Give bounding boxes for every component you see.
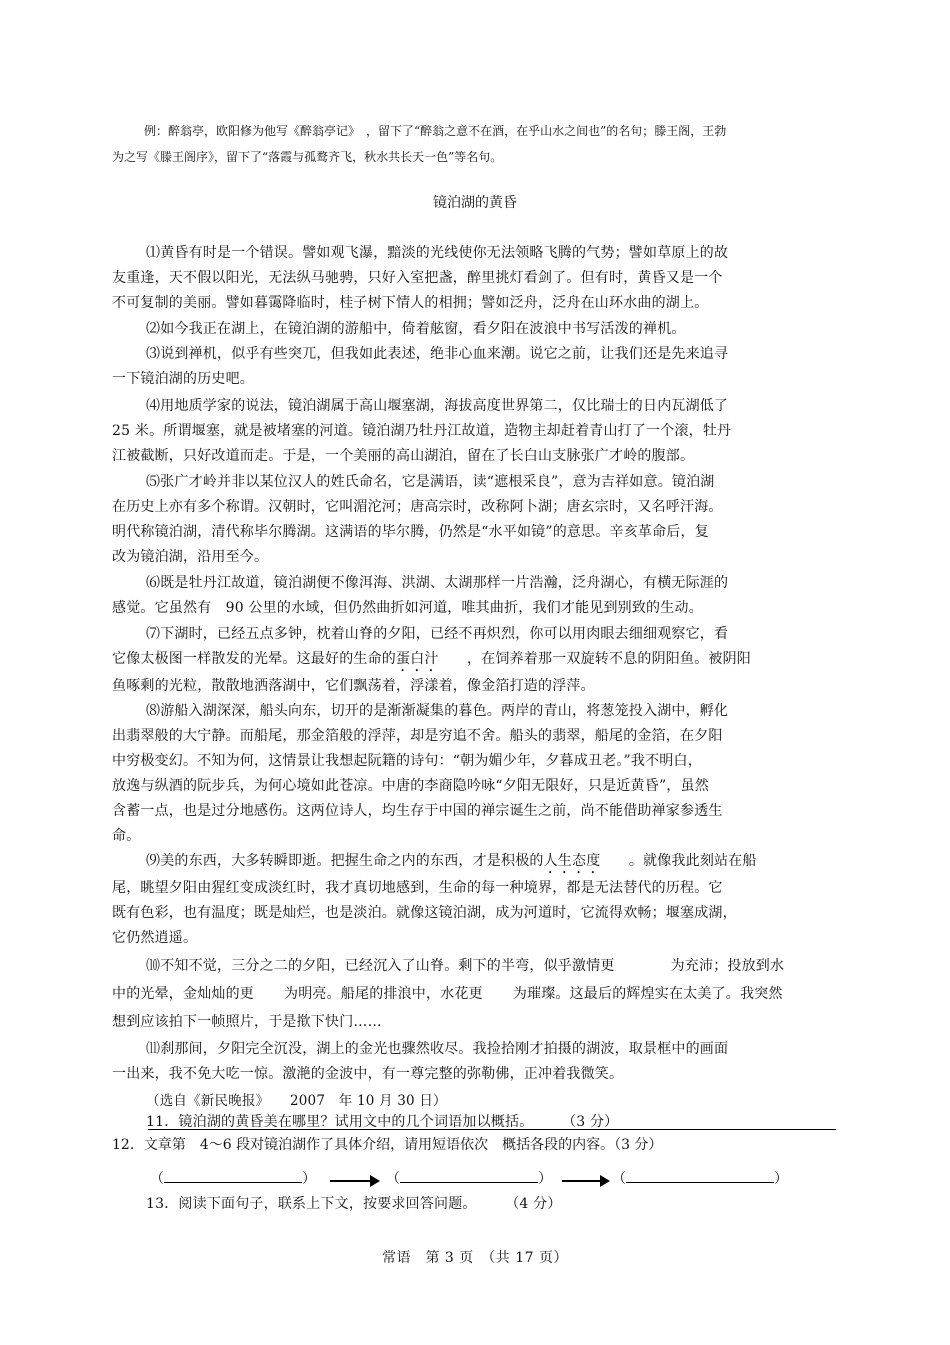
p7-line-2-pre: 它像太极图一样散发的光晕。这最好的生命的 — [112, 651, 396, 667]
p8-line-3: 中穷极变幻。不知为何，这情景让我想起阮籍的诗句：“朝为媚少年，夕暮成丑老。”我不明白， — [112, 753, 702, 769]
p2-line-1: ⑵如今我正在湖上，在镜泊湖的游船中，倚着舷窗，看夕阳在波浪中书写活泼的禅机。 — [146, 321, 686, 337]
arrow-icon — [330, 1180, 378, 1182]
p5-line-4: 改为镜泊湖，沿用至今。 — [112, 549, 269, 565]
q12-post: 概括各段的内容。（3 分） — [502, 1137, 663, 1153]
p8-line-6: 命。 — [112, 828, 141, 844]
p9-line-2: 尾，眺望夕阳由猩红变成淡红时，我才真切地感到，生命的每一种境界，都是无法替代的历程。它 — [112, 880, 723, 896]
p4-line-1: ⑷用地质学家的说法，镜泊湖属于高山堰塞湖，海拔高度世界第二，仅比瑞士的日内瓦湖低了 — [146, 398, 729, 414]
p3-line-1: ⑶说到禅机，似乎有些突兀，但我如此表述，绝非心血来潮。说它之前，让我们还是先来追寻 — [146, 346, 729, 362]
p7-line-2 — [112, 648, 751, 675]
question-11: 11．镜泊湖的黄昏美在哪里？试用文中的几个词语加以概括。 （3 分） — [146, 1114, 619, 1130]
p9-line-1 — [146, 850, 757, 877]
p7-line-1: ⑺下湖时，已经五点多钟，枕着山脊的夕阳，已经不再炽烈，你可以用肉眼去细细观察它，看 — [146, 626, 729, 642]
question-12 — [112, 1134, 662, 1161]
p3-line-2: 一下镜泊湖的历史吧。 — [112, 371, 254, 387]
answer-underline — [400, 1182, 538, 1183]
p10-line-1 — [146, 955, 784, 982]
page-footer: 常语 第 3 页 （共 17 页） — [381, 1250, 569, 1266]
p1-line-1: ⑴黄昏有时是一个错误。譬如观飞瀑，黯淡的光线使你无法领略飞腾的气势；譬如草原上的故 — [146, 245, 729, 261]
p9-line-4: 它仍然逍遥。 — [112, 930, 198, 946]
p6-line-1: ⑹既是牡丹江故道，镜泊湖便不像洱海、洪湖、太湖那样一片浩瀚，泛舟湖心，有横无际涯的 — [146, 575, 729, 591]
source-citation: （选自《新民晚报》 2007 年 10 月 30 日） — [146, 1093, 447, 1109]
p4-line-2: 25 米。所谓堰塞，就是被堵塞的河道。镜泊湖乃牡丹江故道，造物主却赶着青山打了一个滚，牡丹 — [112, 423, 732, 439]
answer-line[interactable] — [148, 1129, 836, 1130]
p10-line-2-c: 为璀璨。这最后的辉煌实在太美了。我突然 — [512, 986, 783, 1002]
p10-line-2-b: 为明亮。船尾的排浪中，水花更 — [284, 986, 483, 1002]
p7-line-2-post: ，在饲养着那一双旋转不息的阴阳鱼。被阴阳 — [438, 651, 752, 667]
p8-line-5: 含蓄一点，也是过分地感伤。这两位诗人，均生存于中国的禅宗诞生之前，尚不能借助禅家参透生 — [112, 803, 723, 819]
p1-line-3: 不可复制的美丽。譬如暮霭降临时，桂子树下情人的相拥；譬如泛舟，泛舟在山环水曲的湖上。 — [112, 295, 709, 311]
paren-open: （ — [386, 1171, 400, 1187]
p9-line-3: 既有色彩，也有温度；既是灿烂，也是淡泊。就像这镜泊湖，成为河道时，它流得欢畅；堰塞成湖， — [112, 905, 737, 921]
arrow-icon — [562, 1180, 608, 1182]
p7-line-3: 鱼啄剩的光粒，散散地洒落湖中，它们飘荡着，浮漾着，像金箔打造的浮萍。 — [112, 678, 595, 694]
answer-box-3[interactable] — [612, 1168, 788, 1186]
article-title: 镜泊湖的黄昏 — [433, 195, 517, 211]
p8-line-4: 放逸与纵酒的阮步兵，为何心境如此苍凉。中唐的李商隐吟咏“夕阳无限好，只是近黄昏”，虽然 — [112, 778, 709, 794]
p9-line-1-post: 。就像我此刻站在船 — [600, 853, 757, 869]
paren-close: ） — [302, 1171, 316, 1187]
p10-line-1-pre: ⑽不知不觉，三分之二的夕阳，已经沉入了山脊。剩下的半弯，似乎激情更 — [146, 958, 615, 974]
p5-line-3: 明代称镜泊湖，清代称毕尔腾湖。这满语的毕尔腾，仍然是“水平如镜”的意思。辛亥革命后，复 — [112, 524, 709, 540]
p6-line-2: 感觉。它虽然有 90 公里的水域，但仍然曲折如河道，唯其曲折，我们才能见到别致的生动。 — [112, 600, 703, 616]
p1-line-2: 友重逢，天不假以阳光，无法纵马驰骋，只好入室把盏，醉里挑灯看剑了。但有时，黄昏又是一个 — [112, 270, 723, 286]
q12-pre: 12．文章第 4～6 段对镜泊湖作了具体介绍，请用短语依次 — [112, 1137, 489, 1153]
p10-line-3: 想到应该拍下一帧照片，于是揿下快门…… — [112, 1014, 382, 1030]
question-13: 13．阅读下面句子，联系上下文，按要求回答问题。 （4 分） — [146, 1196, 562, 1212]
answer-underline — [626, 1182, 774, 1183]
p10-line-2-a: 中的光晕，金灿灿的更 — [112, 986, 254, 1002]
p10-line-2 — [112, 983, 783, 1003]
paren-open: （ — [150, 1171, 164, 1187]
intro-line-2: 为之写《滕王阁序》，留下了“落霞与孤鹜齐飞，秋水共长天一色”等名句。 — [112, 150, 503, 164]
paren-open: （ — [612, 1171, 626, 1187]
emphasized-phrase: 蛋白汁 — [396, 651, 439, 667]
p4-line-3: 江被截断，只好改道而走。于是，一个美丽的高山湖泊，留在了长白山支脉张广才岭的腹部。 — [112, 448, 695, 464]
p5-line-1: ⑸张广才岭并非以某位汉人的姓氏命名，它是满语，读“遮根采良”，意为吉祥如意。镜泊湖 — [146, 474, 715, 490]
p9-line-1-pre: ⑼美的东西，大多转瞬即逝。把握生命之内的东西，才是积极的 — [146, 853, 544, 869]
emphasized-phrase: 人生态度 — [543, 853, 601, 869]
p10-line-1-post: 为充沛；投放到水 — [670, 958, 785, 974]
answer-box-1[interactable] — [150, 1168, 316, 1186]
p5-line-2: 在历史上亦有多个称谓。汉朝时，它叫湄沱河；唐高宗时，改称阿卜湖；唐玄宗时，又名呼汗海。 — [112, 499, 723, 515]
answer-box-2[interactable] — [386, 1168, 552, 1186]
fill-blank — [615, 955, 671, 982]
paren-close: ） — [538, 1171, 552, 1187]
p8-line-2: 出翡翠般的大宁静。而船尾，那金箔般的浮萍，却是穷追不舍。船头的翡翠，船尾的金箔，在夕阳 — [112, 728, 723, 744]
answer-underline — [164, 1182, 302, 1183]
p8-line-1: ⑻游船入湖深深，船头向东，切开的是渐渐凝集的暮色。两岸的青山，将葱笼投入湖中，孵化 — [146, 703, 729, 719]
intro-line-1: 例：醉翁亭，欧阳修为他写《醉翁亭记》 ，留下了“醉翁之意不在酒，在乎山水之间也”的名句；滕王阁，王勃 — [144, 124, 727, 138]
p11-line-2: 一出来，我不免大吃一惊。激滟的金波中，有一尊完整的弥勒佛，正冲着我微笑。 — [112, 1066, 624, 1082]
p11-line-1: ⑾刹那间，夕阳完全沉没，湖上的金光也骤然收尽。我捡拾刚才拍摄的湖波，取景框中的画面 — [146, 1041, 729, 1057]
paren-close: ） — [774, 1171, 788, 1187]
emphasized-word — [488, 1137, 502, 1153]
